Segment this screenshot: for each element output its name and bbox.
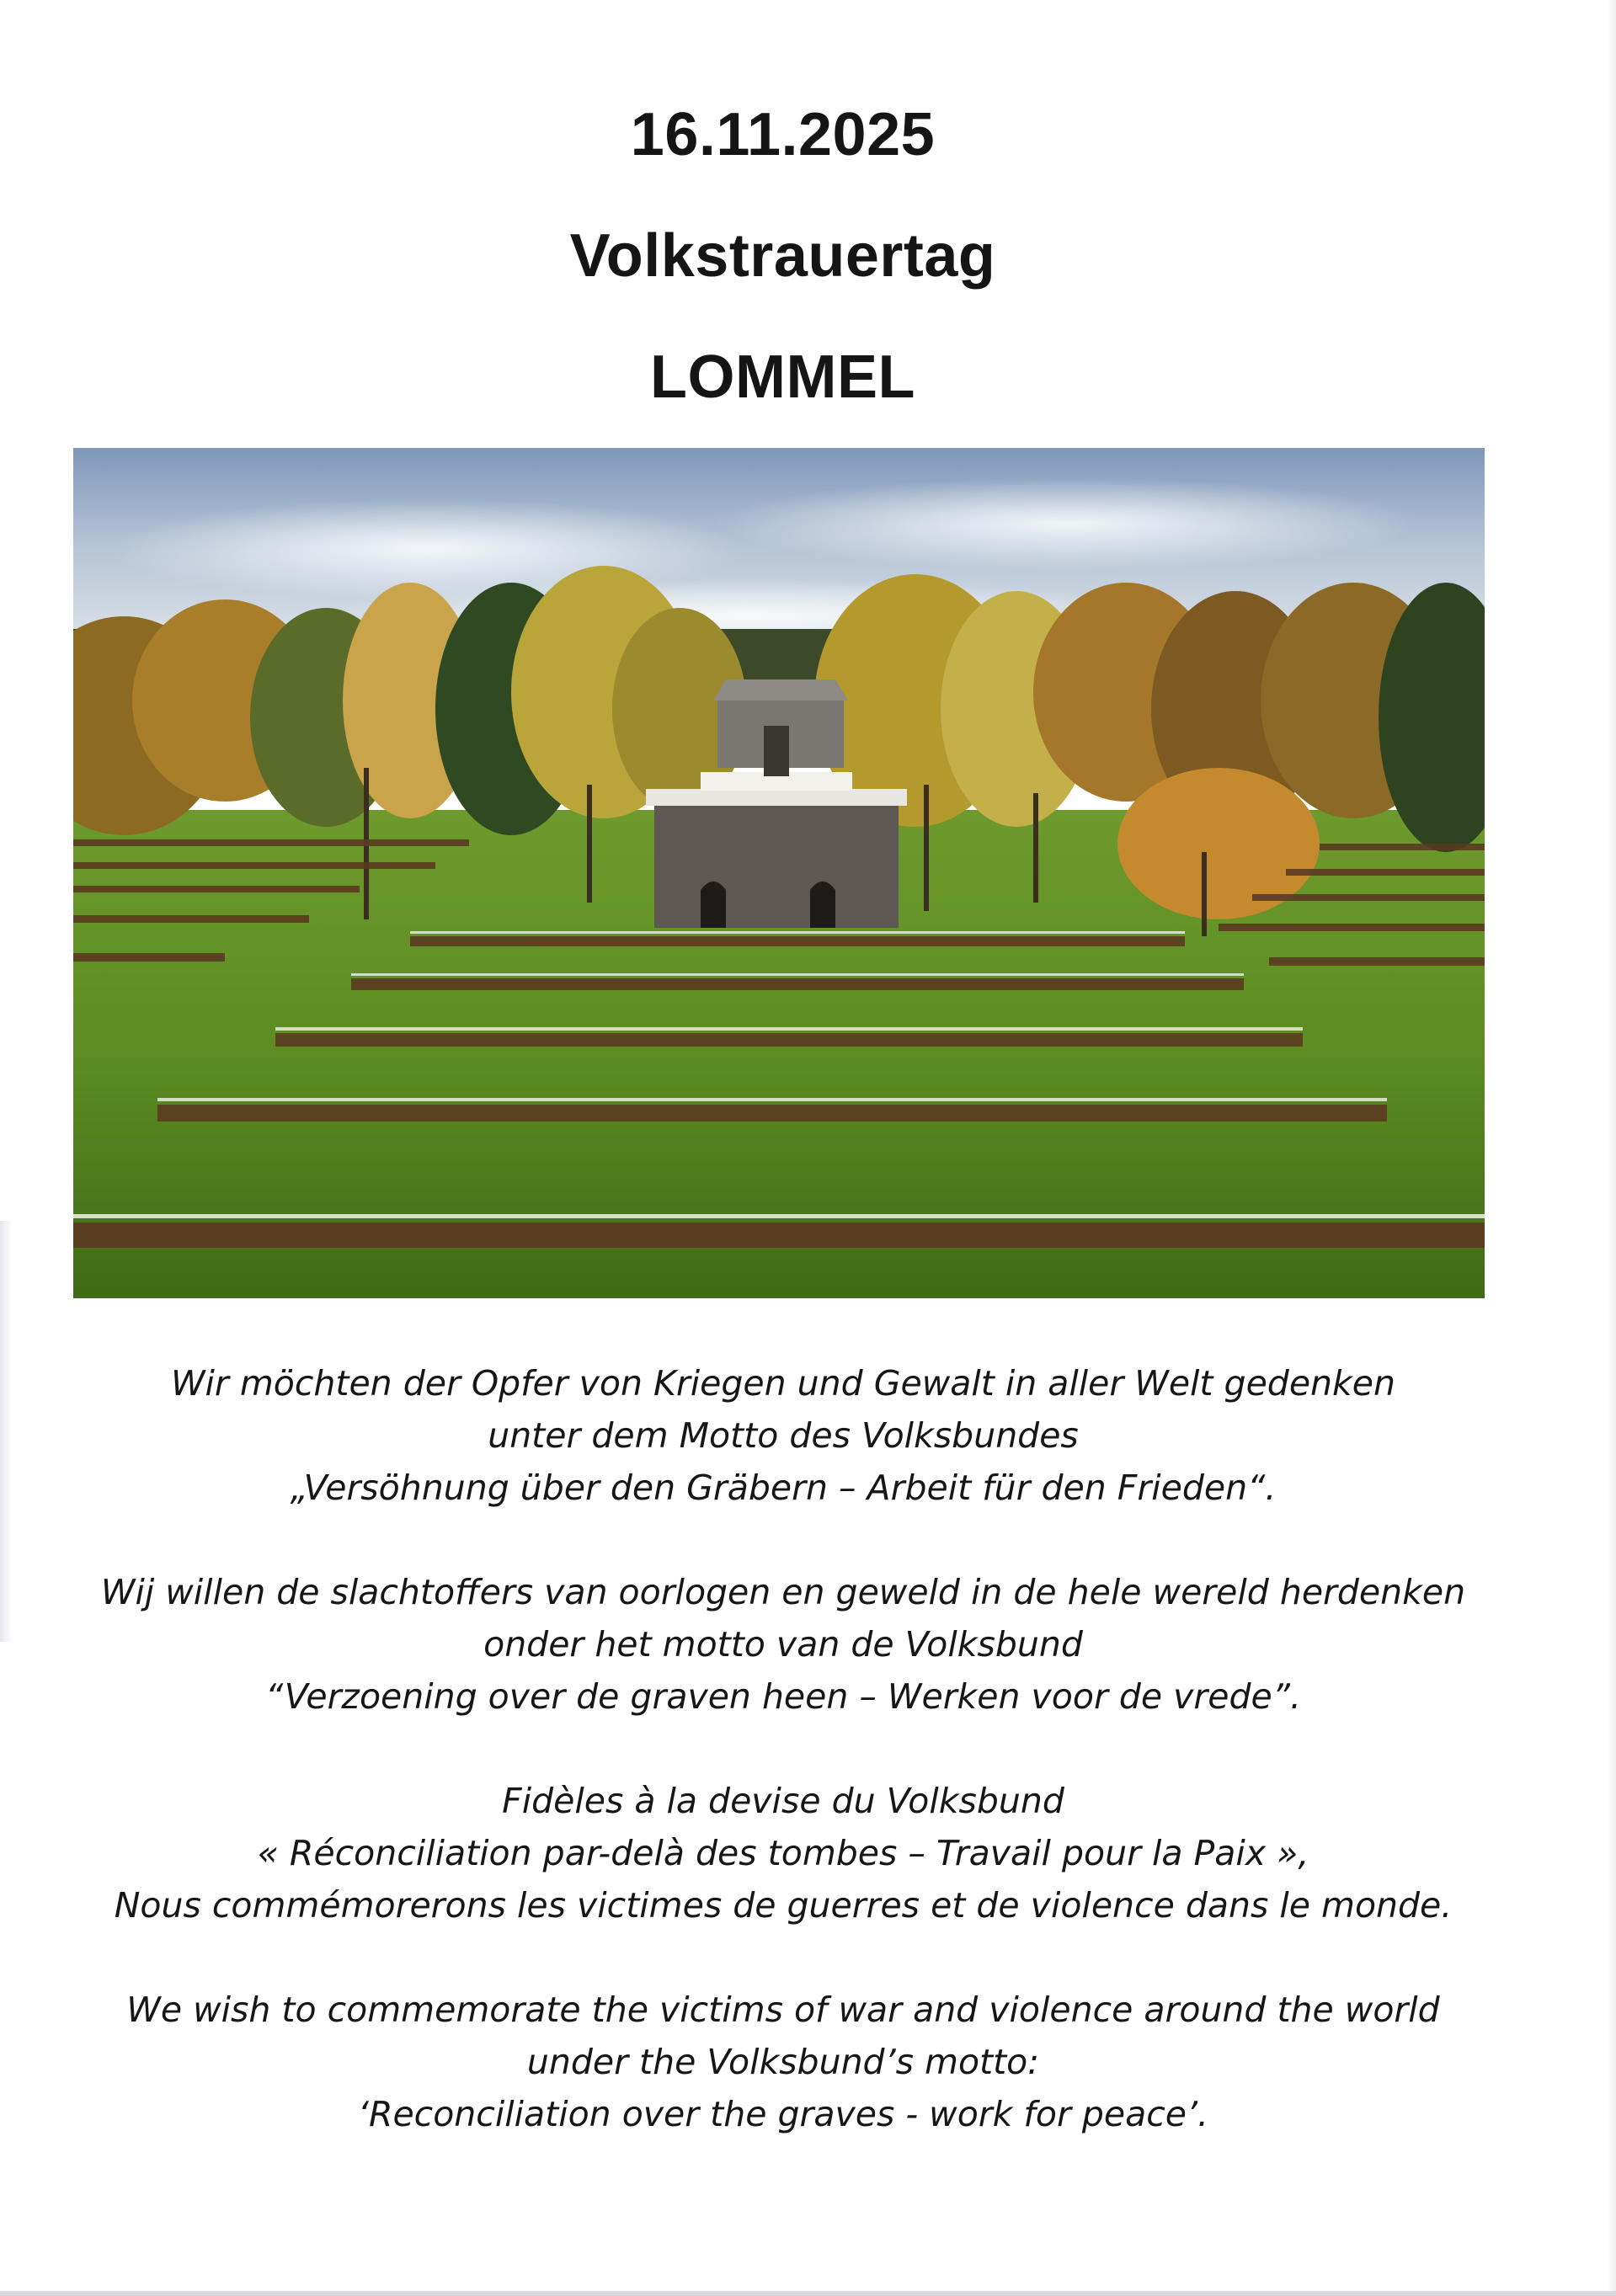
multilingual-text xyxy=(51,1357,1516,2192)
text-line: Fidèles à la devise du Volksbund xyxy=(502,1781,1064,1821)
text-line: onder het motto van de Volksbund xyxy=(483,1624,1083,1665)
text-line: « Réconciliation par-delà des tombes – Travail pour la Paix », xyxy=(257,1833,1309,1873)
text-line: „Versöhnung über den Gräbern – Arbeit für den Frieden“. xyxy=(290,1468,1277,1508)
paragraph-dutch xyxy=(51,1566,1516,1723)
paragraph-french xyxy=(51,1775,1516,1931)
paragraph-german xyxy=(51,1357,1516,1514)
page-header xyxy=(0,74,1565,438)
event-date: 16.11.2025 xyxy=(630,101,936,168)
event-title: Volkstrauertag xyxy=(569,222,996,290)
event-place: LOMMEL xyxy=(650,344,915,411)
text-line: “Verzoening over de graven heen – Werken voor de vrede”. xyxy=(264,1676,1302,1717)
text-line: Wir möchten der Opfer von Kriegen und Gewalt in aller Welt gedenken xyxy=(171,1363,1395,1404)
text-line: under the Volksbund’s motto: xyxy=(526,2042,1040,2082)
text-line: unter dem Motto des Volksbundes xyxy=(488,1415,1079,1456)
scan-edge-shadow-left xyxy=(0,1221,12,1642)
cemetery-photo-illustration xyxy=(73,448,1485,1298)
paragraph-english xyxy=(51,1984,1516,2140)
text-line: Wij willen de slachtoffers van oorlogen en geweld in de hele wereld herdenken xyxy=(100,1572,1466,1612)
text-line: ‘Reconciliation over the graves - work for peace’. xyxy=(357,2094,1209,2134)
scan-edge-shadow-right xyxy=(1608,0,1616,2296)
text-line: Nous commémorerons les victimes de guerres et de violence dans le monde. xyxy=(114,1885,1453,1926)
scan-edge-bottom xyxy=(0,2291,1616,2296)
cemetery-photo xyxy=(73,448,1485,1298)
text-line: We wish to commemorate the victims of war and violence around the world xyxy=(126,1990,1440,2030)
